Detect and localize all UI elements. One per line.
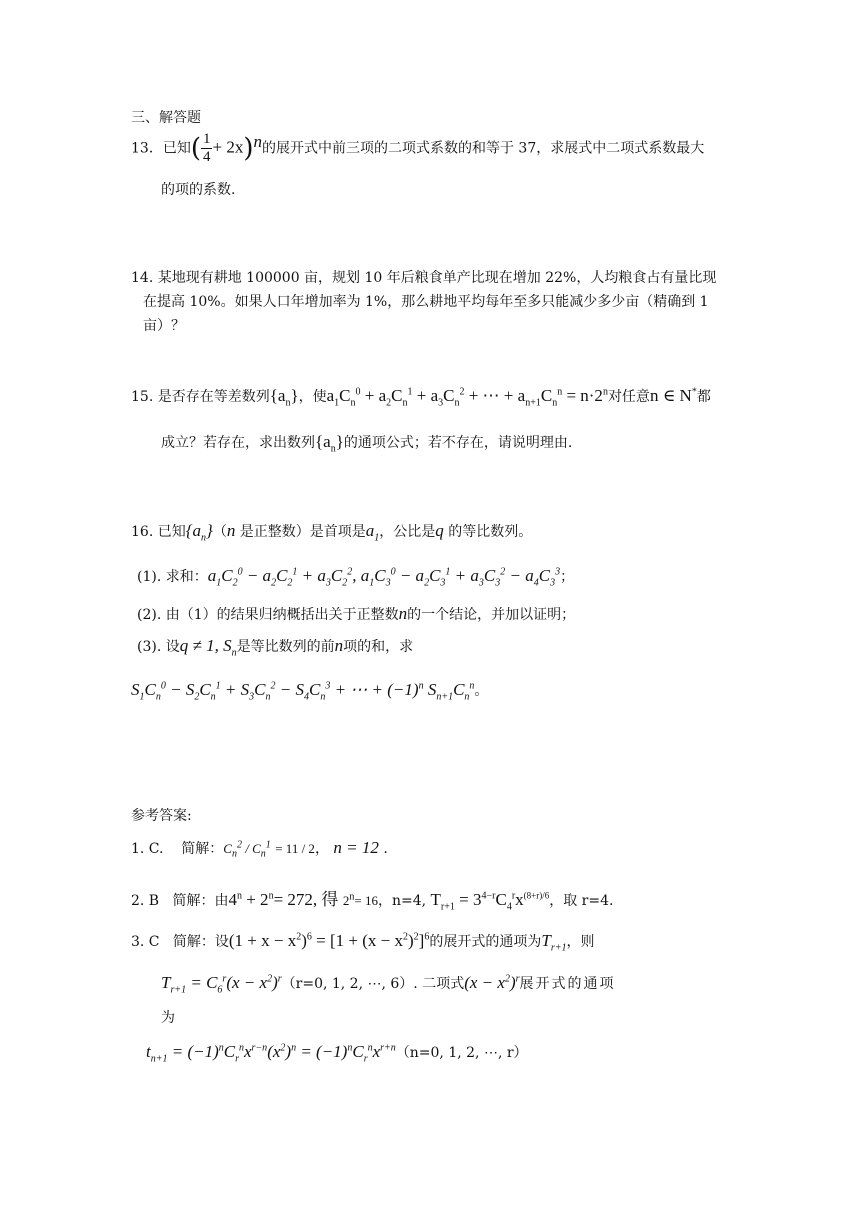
q13-number: 13．已知	[131, 140, 191, 157]
q16-part3: (3). 设q ≠ 1, $S_n$是等比数列的前n项的和，求	[137, 636, 414, 659]
section-title: 三、解答题	[131, 110, 201, 126]
q15-formula: $a_1C_n^0 + a_2C_n^1 + a_3C_n^2$ + ⋯ + $a_{n+1}C_n^n = n\cdot 2^n$	[326, 386, 608, 409]
q13-fraction: $\frac{1}{4}$	[202, 131, 211, 165]
answer-2: 2. B 简解：由$4^n + 2^n= 272$, 得 $2^n= 16$，n=4, $T_{r+1} = 3^{4-r}C_4^rx^{(8+r)/6}$，取 r=4.	[131, 890, 614, 913]
question-16: 16. 已知$\{a_n\}(n$ 是正整数）是首项是$a_1$，公比是q 的等比数列。	[131, 521, 533, 544]
q14-line3: 亩）？	[143, 318, 185, 334]
answer-3-line4: $t_{n+1} = (-1)^nC_r^nx^{r-n}(x^2)^n = (-1)^nC_r^nx^{r+n}(n=0$, 1, 2, ⋯, r）	[146, 1042, 528, 1065]
answer-1: 1. C. 简解：$C_n^2 / C_n^1 = 11 / 2$， n = 12 .	[131, 838, 388, 860]
question-13: 13．已知( $\frac{1}{4}$ + 2x)$^n$的展开式中前三项的二项式系数的和等于 37，求展式中二项式系数最大	[131, 131, 705, 165]
answer-3: 3. C 简解：设$(1 + x - x^2)^6 = [1 + (x - x^2)^2]^6$的展开式的通项为$T_{r+1}$，则	[131, 931, 595, 954]
q13-text-line2: 的项的系数.	[161, 182, 236, 198]
q16-part2: (2). 由（1）的结果归纳概括出关于正整数n的一个结论，并加以证明；	[137, 604, 576, 623]
q14-line2: 在提高 10%。如果人口年增加率为 1%，那么耕地平均每年至多只能减少多少亩（精确到 1	[143, 294, 709, 310]
q15-prefix: 15. 是否存在等差数列	[131, 389, 270, 405]
q14-line1: 14. 某地现有耕地 100000 亩，规划 10 年后粮食单产比现在增加 22%，人均粮食占有量比现	[131, 270, 717, 286]
answer-3-line2: $T_{r+1} = C_6^r(x - x^2)^r(r=0$, 1, 2, ⋯, 6）. 二项式$(x - x^2)^r$展开式的通项	[161, 973, 616, 996]
answers-title: 参考答案:	[131, 808, 192, 824]
q13-text: 的展开式中前三项的二项式系数的和等于 37，求展式中二项式系数最大	[261, 140, 705, 157]
question-15: 15. 是否存在等差数列$\{a_n\}$，使$a_1C_n^0 + a_2C_n^1 + a_3C_n^2$ + ⋯ + $a_{n+1}C_n^n = n\cdot 2^n$对任意n ∈ N*都	[131, 386, 711, 409]
answer-3-line3: 为	[161, 1010, 175, 1026]
q16-formula: $S_1C_n^0 - S_2C_n^1 + S_3C_n^2 - S_4C_n^3$ + ⋯ + $(-1)^n$ $S_{n+1}C_n^n$。	[131, 680, 489, 703]
q16-part1: (1). 求和：$a_1C_2^0 - a_2C_2^1 + a_3C_2^2$, $a_1C_3^0 - a_2C_3^1 + a_3C_3^2 - a_4C_3^3$；	[137, 566, 575, 589]
q15-line2: 成立？若存在，求出数列$\{a_n\}$的通项公式；若不存在，请说明理由.	[161, 432, 573, 455]
